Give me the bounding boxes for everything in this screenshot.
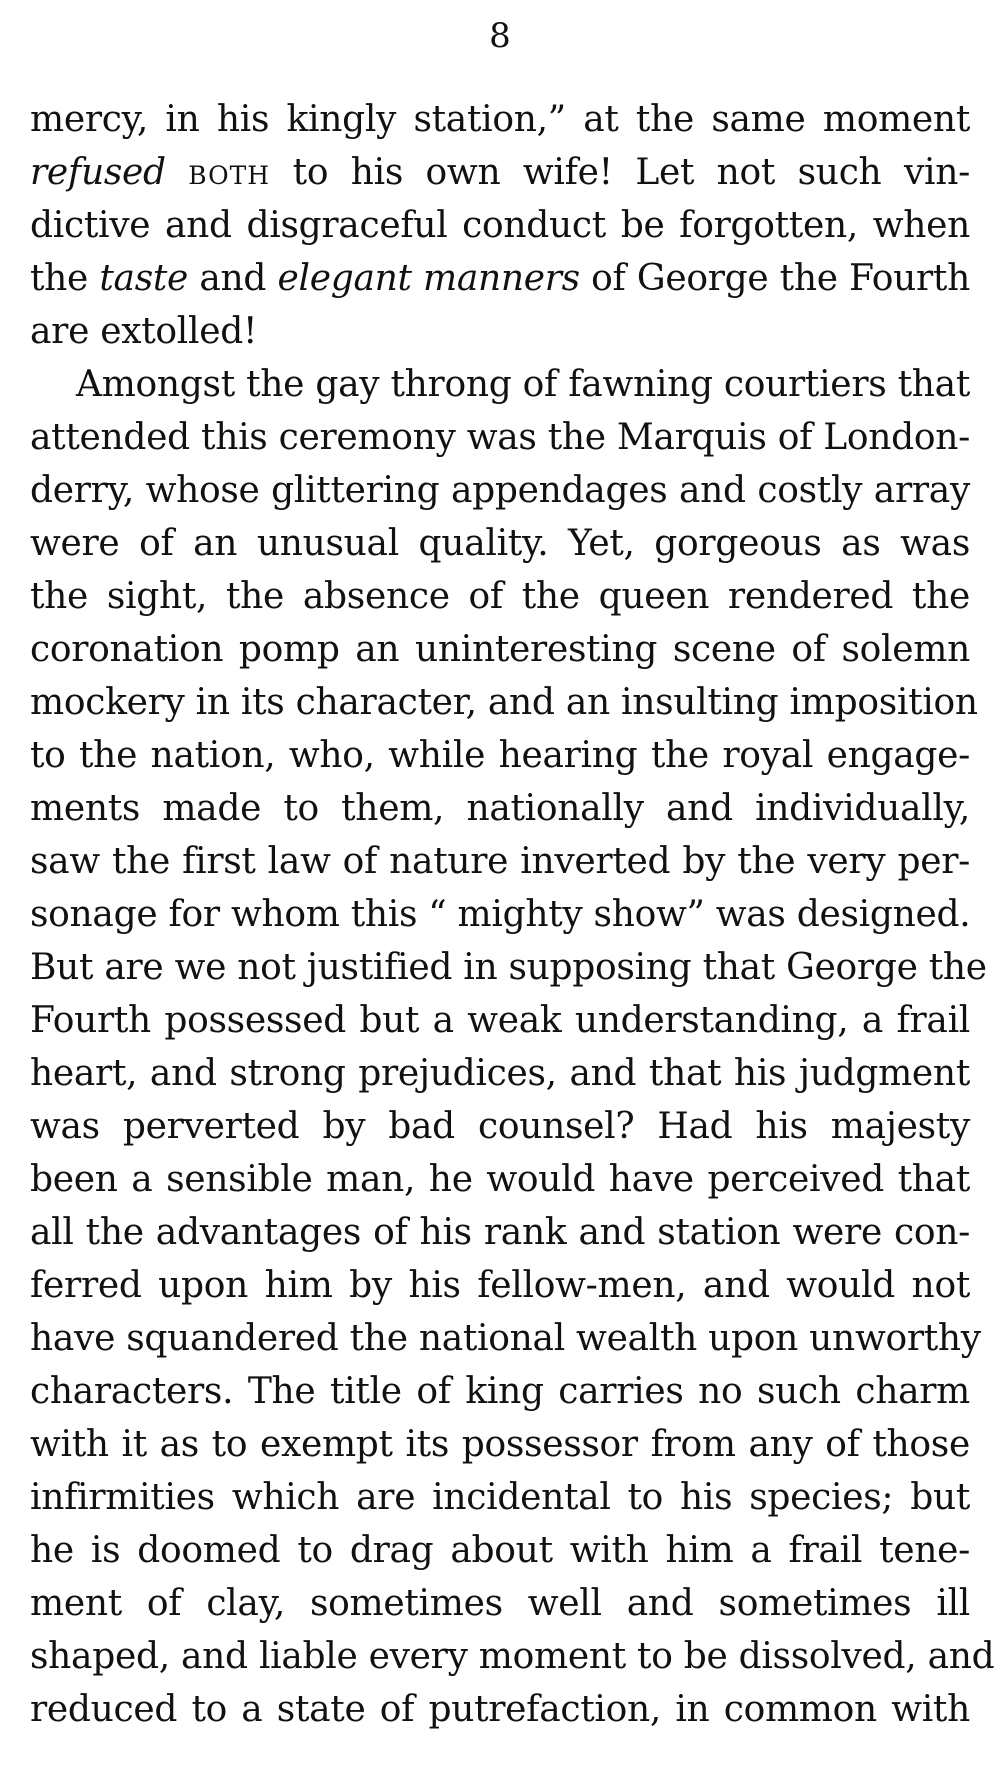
line-fragment: to his own wife! Let not such vin- <box>292 152 970 193</box>
text-line: were of an unusual quality. Yet, gorgeous as was <box>30 523 970 564</box>
text-line: the sight, the absence of the queen rendered the <box>30 576 970 617</box>
text-line: coronation pomp an uninteresting scene of solemn <box>30 629 970 670</box>
text-line: have squandered the national wealth upon unworthy <box>30 1318 981 1359</box>
page-number: 8 <box>489 16 511 56</box>
text-line: reduced to a state of putrefaction, in common with <box>30 1689 970 1730</box>
text-line: But are we not justified in supposing that George the <box>30 947 987 988</box>
text-line: Fourth possessed but a weak understanding, a frail <box>30 1000 970 1041</box>
text-line: been a sensible man, he would have perceived that <box>30 1159 970 1200</box>
text-line: mercy, in his kingly station,” at the same moment <box>30 99 970 140</box>
page-text <box>30 93 995 1736</box>
text-line: ferred upon him by his fellow-men, and would not <box>30 1265 970 1306</box>
line-fragment: of George the Fourth <box>591 258 970 299</box>
text-line: Amongst the gay throng of fawning courtiers that <box>76 364 970 405</box>
text-line: was perverted by bad counsel? Had his majesty <box>30 1106 970 1147</box>
italic-word: refused <box>30 152 166 193</box>
text-line: he is doomed to drag about with him a frail tene- <box>30 1530 970 1571</box>
text-line: shaped, and liable every moment to be dissolved, and <box>30 1636 995 1677</box>
text-line: all the advantages of his rank and station were con- <box>30 1212 970 1253</box>
text-line: with it as to exempt its possessor from any of those <box>30 1424 970 1465</box>
text-line: ment of clay, sometimes well and sometimes ill <box>30 1583 970 1624</box>
text-line <box>30 252 970 305</box>
text-line: dictive and disgraceful conduct be forgotten, when <box>30 205 970 246</box>
text-line: derry, whose glittering appendages and costly array <box>30 470 970 511</box>
text-line: to the nation, who, while hearing the royal engage- <box>30 735 970 776</box>
small-caps-word: both <box>188 152 271 193</box>
text-line: ments made to them, nationally and individually, <box>30 788 970 829</box>
italic-phrase: elegant manners <box>277 258 580 299</box>
text-line: mockery in its character, and an insulting imposition <box>30 682 978 723</box>
text-line <box>30 146 970 199</box>
text-line: attended this ceremony was the Marquis of London- <box>30 417 970 458</box>
text-line: sonage for whom this “ mighty show” was designed. <box>30 894 971 935</box>
italic-word: taste <box>99 258 189 299</box>
text-line: characters. The title of king carries no such charm <box>30 1371 970 1412</box>
text-line: are extolled! <box>30 311 258 352</box>
text-line: infirmities which are incidental to his species; but <box>30 1477 970 1518</box>
line-fragment: and <box>199 258 267 299</box>
text-line: saw the first law of nature inverted by the very per- <box>30 841 970 882</box>
text-line: heart, and strong prejudices, and that his judgment <box>30 1053 970 1094</box>
line-fragment: the <box>30 258 89 299</box>
